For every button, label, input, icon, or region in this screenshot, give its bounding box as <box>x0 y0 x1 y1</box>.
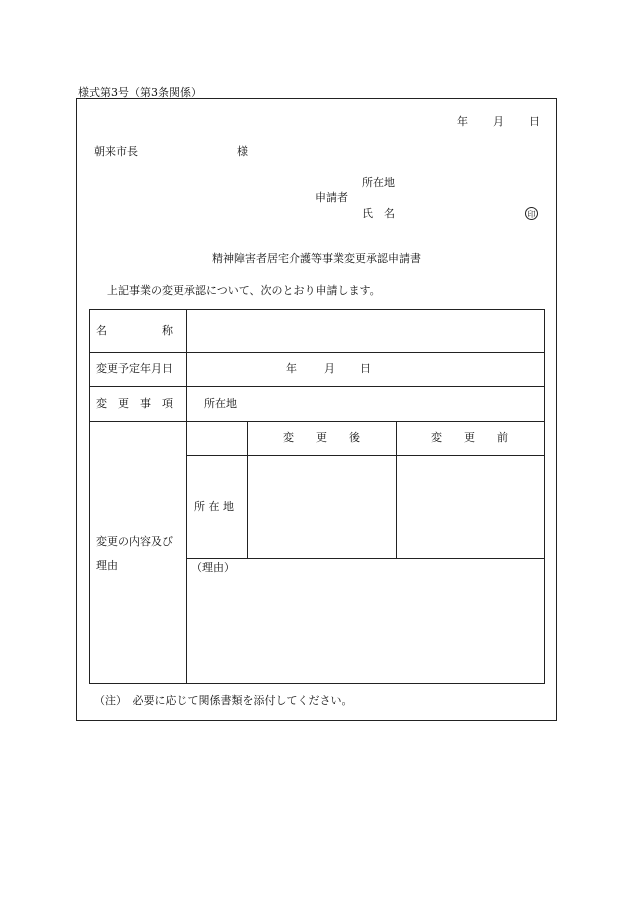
date-day: 日 <box>529 115 540 128</box>
intro-text: 上記事業の変更承認について、次のとおり申請します。 <box>107 284 381 297</box>
before-header: 変 更 前 <box>431 431 508 444</box>
applicant-name-label: 氏 名 <box>362 207 395 220</box>
date-month: 月 <box>493 115 504 128</box>
location-label: 所 在 地 <box>194 500 234 513</box>
content-label-line2: 理由 <box>96 559 118 572</box>
scheduled-year: 年 <box>286 362 297 375</box>
applicant-label: 申請者 <box>315 191 348 204</box>
note-text: （注） 必要に応じて関係書類を添付してください。 <box>94 694 353 707</box>
item-label: 変 更 事 項 <box>96 397 173 410</box>
application-table <box>89 309 545 684</box>
applicant-address-label: 所在地 <box>362 176 395 189</box>
after-header: 変 更 後 <box>283 431 360 444</box>
content-label-line1: 変更の内容及び <box>96 535 173 548</box>
scheduled-month: 月 <box>324 362 335 375</box>
date-year: 年 <box>457 115 468 128</box>
addressee-honorific: 様 <box>237 145 248 158</box>
seal-mark: 印 <box>525 207 538 220</box>
name-label: 名 称 <box>96 324 173 337</box>
scheduled-day: 日 <box>360 362 371 375</box>
addressee-name: 朝来市長 <box>94 145 138 158</box>
form-number: 様式第3号（第3条関係） <box>78 86 202 99</box>
reason-label: （理由） <box>191 561 235 574</box>
date-label: 変更予定年月日 <box>96 362 173 375</box>
document-title: 精神障害者居宅介護等事業変更承認申請書 <box>212 252 421 265</box>
form-frame <box>76 98 557 721</box>
item-value: 所在地 <box>204 397 237 410</box>
